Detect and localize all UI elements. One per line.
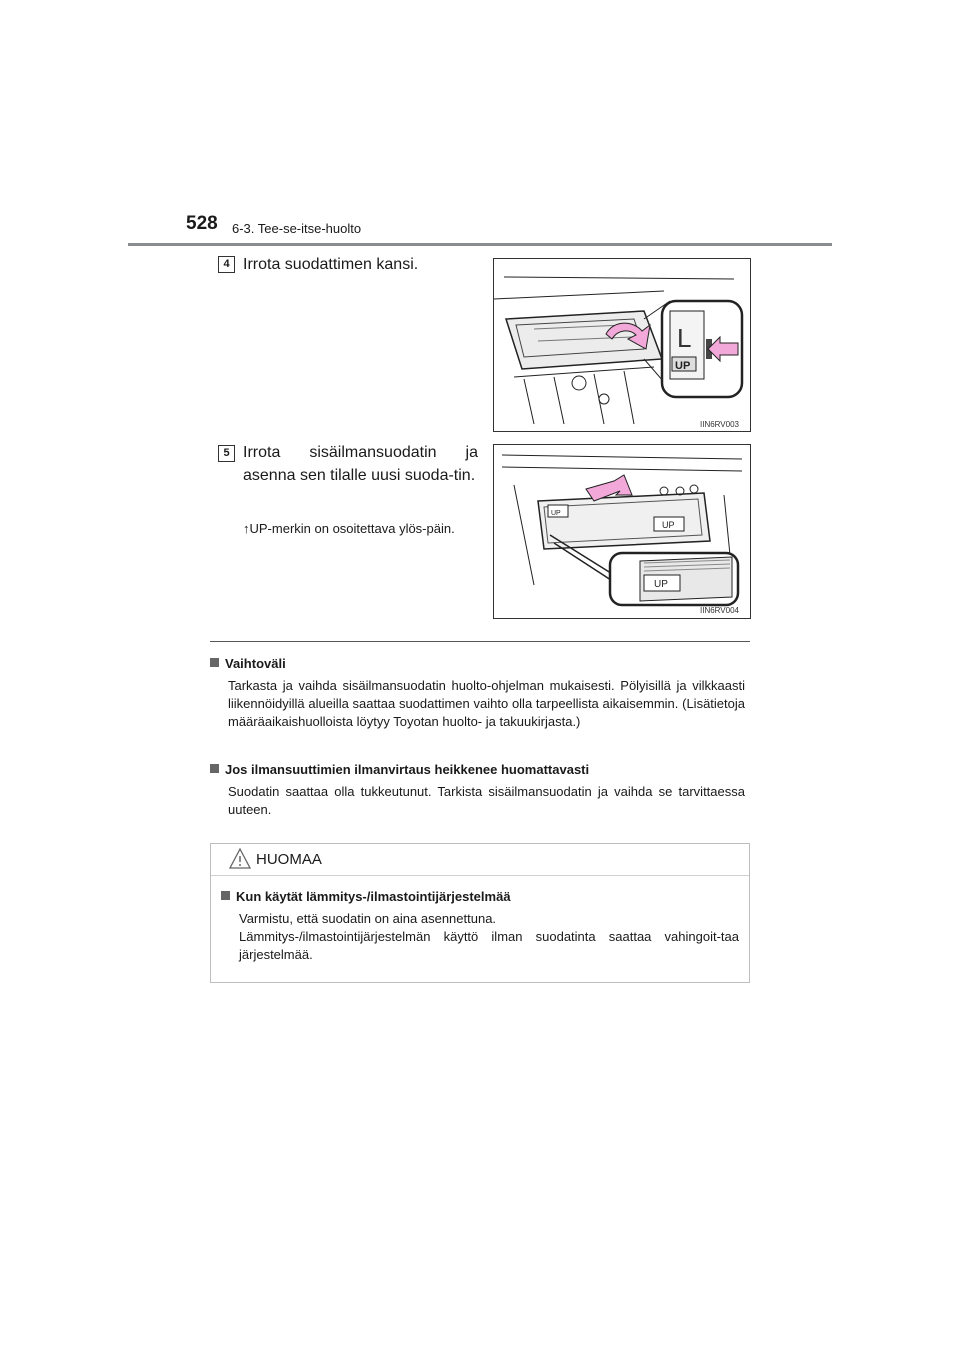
info-heading-1 [210,655,745,673]
info-body-1: Tarkasta ja vaihda sisäilmansuodatin huolto-ohjelman mukaisesti. Pölyisillä ja vilkkaasti liikennöidyillä alueilla saattaa suodattimen vaihto olla tarpeellista aikaisemmin. (Lisätietoja määräaikaishuolloista löytyy Toyotan huolto- ja takuukirjasta.) [228,678,745,729]
warning-triangle-icon [228,847,252,871]
figure-label-up-1: UP [551,510,561,517]
step-5-text: Irrota sisäilmansuodatin ja asenna sen tilalle uusi suoda-tin. [243,444,478,484]
caution-heading-text: Kun käytät lämmitys-/ilmastointijärjestelmää [236,889,511,904]
figure-remove-filter-cover [493,258,751,432]
page-number: 528 [186,213,218,234]
caution-line-1: Varmistu, että suodatin on aina asennettuna. [239,911,497,926]
figure-code-5: IIN6RV004 [700,606,739,615]
figure-replace-filter [493,444,751,619]
figure-code-4: IIN6RV003 [700,420,739,429]
figure-label-up-2: UP [662,520,675,530]
caution-body [211,876,749,964]
up-arrow-icon: ↑ [243,521,250,536]
caution-heading [221,888,739,906]
square-bullet-icon [210,764,219,773]
section-title: 6-3. Tee-se-itse-huolto [232,221,362,236]
info-item-airflow-weak [210,761,745,819]
info-heading-1-text: Vaihtoväli [225,656,286,671]
step-number-4: 4 [218,256,235,273]
caution-title: HUOMAA [256,851,322,868]
header-rule [128,243,832,246]
section-divider [210,641,750,642]
figure-label-up: UP [675,360,691,372]
square-bullet-icon [221,891,230,900]
figure-label-up-3: UP [654,579,668,590]
info-body-2: Suodatin saattaa olla tukkeutunut. Tarkista sisäilmansuodatin ja vaihda se tarvittaessa uuteen. [228,784,745,817]
caution-header [211,844,749,876]
caution-box [210,843,750,983]
figure-label-l: L [677,323,692,353]
step-5-note [243,519,478,538]
step-5-note-text: UP-merkin on osoitettava ylös-päin. [249,521,455,536]
info-heading-2 [210,761,745,779]
info-item-replacement-interval [210,655,745,731]
info-heading-2-text: Jos ilmansuuttimien ilmanvirtaus heikkenee huomattavasti [225,762,590,777]
step-4-text: Irrota suodattimen kansi. [243,256,419,273]
step-number-5: 5 [218,445,235,462]
caution-line-2: Lämmitys-/ilmastointijärjestelmän käyttö ilman suodatinta saattaa vahingoit-taa järjestelmää. [239,929,739,962]
square-bullet-icon [210,658,219,667]
